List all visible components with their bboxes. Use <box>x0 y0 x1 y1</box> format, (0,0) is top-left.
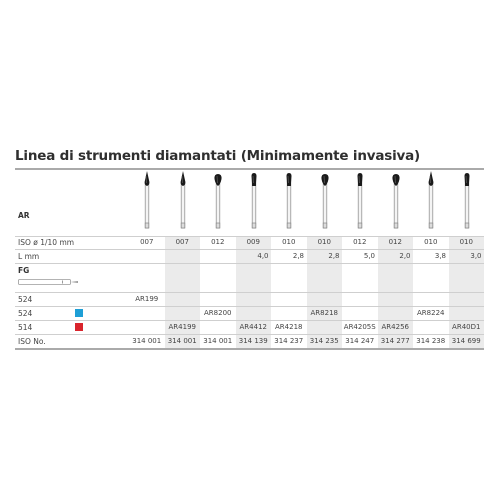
cell-r524a: AR199 <box>135 295 159 303</box>
cell-iso: 010 <box>317 238 331 246</box>
cell-r514: AR4412 <box>239 323 267 331</box>
cell-l: 3,8 <box>434 252 446 260</box>
cell-l: 2,8 <box>328 252 340 260</box>
cell-iso: 012 <box>388 238 402 246</box>
cell-isono: 314 277 <box>380 337 410 345</box>
row-label-fg: FG <box>18 266 30 275</box>
cell-r514: AR40D1 <box>452 323 481 331</box>
red-square-icon <box>75 323 83 331</box>
row-divider <box>15 334 484 335</box>
cell-r514: AR4199 <box>168 323 196 331</box>
cell-l: 2,8 <box>292 252 304 260</box>
cell-l: 2,0 <box>399 252 411 260</box>
row-label-iso: ISO ø 1/10 mm <box>18 238 75 247</box>
cell-r514: AR4256 <box>381 323 409 331</box>
bur-taper-icon <box>247 170 261 234</box>
row-divider <box>15 320 484 321</box>
row-divider <box>15 236 484 237</box>
row-divider <box>15 306 484 307</box>
cell-isono: 314 001 <box>203 337 233 345</box>
cell-l: 4,0 <box>257 252 269 260</box>
page-title: Linea di strumenti diamantati (Minimamente invasiva) <box>15 148 420 164</box>
cell-isono: 314 139 <box>238 337 268 345</box>
bur-taper-icon <box>282 170 296 234</box>
cell-r524b: AR8200 <box>204 309 232 317</box>
cell-iso: 007 <box>175 238 189 246</box>
row-divider <box>15 249 484 250</box>
row-label-524b: 524 <box>18 309 33 318</box>
cell-isono: 314 235 <box>309 337 339 345</box>
cell-iso: 010 <box>282 238 296 246</box>
row-label-isono: ISO No. <box>18 337 46 346</box>
row-label-ar: AR <box>18 211 30 220</box>
cell-r524b: AR8224 <box>417 309 445 317</box>
bur-pear-icon <box>211 170 225 234</box>
row-divider <box>15 263 484 264</box>
bur-taper-icon <box>460 170 474 234</box>
cell-iso: 010 <box>424 238 438 246</box>
bur-pear-icon <box>389 170 403 234</box>
cell-isono: 314 237 <box>274 337 304 345</box>
row-label-514: 514 <box>18 323 33 332</box>
cell-iso: 007 <box>140 238 154 246</box>
bur-taper-icon <box>353 170 367 234</box>
bur-flame-icon <box>176 170 190 234</box>
cell-l: 3,0 <box>470 252 482 260</box>
row-divider <box>15 292 484 293</box>
cell-r514: AR4205S <box>343 323 376 331</box>
cell-isono: 314 247 <box>345 337 375 345</box>
cell-r514: AR4218 <box>275 323 303 331</box>
cell-isono: 314 699 <box>451 337 481 345</box>
cell-isono: 314 001 <box>132 337 162 345</box>
cell-iso: 010 <box>459 238 473 246</box>
table-bottom-rule <box>15 348 484 350</box>
cell-iso: 012 <box>353 238 367 246</box>
bur-flame-icon <box>424 170 438 234</box>
blue-square-icon <box>75 309 83 317</box>
cell-iso: 012 <box>211 238 225 246</box>
cell-r524b: AR8218 <box>310 309 338 317</box>
cell-isono: 314 238 <box>416 337 446 345</box>
cell-iso: 009 <box>246 238 260 246</box>
cell-isono: 314 001 <box>167 337 197 345</box>
row-label-524a: 524 <box>18 295 33 304</box>
bur-flame-icon <box>140 170 154 234</box>
row-label-lmm: L mm <box>18 252 40 261</box>
cell-l: 5,0 <box>363 252 375 260</box>
instrument-table <box>15 168 484 349</box>
fg-shank-icon <box>18 278 80 286</box>
bur-pear-icon <box>318 170 332 234</box>
